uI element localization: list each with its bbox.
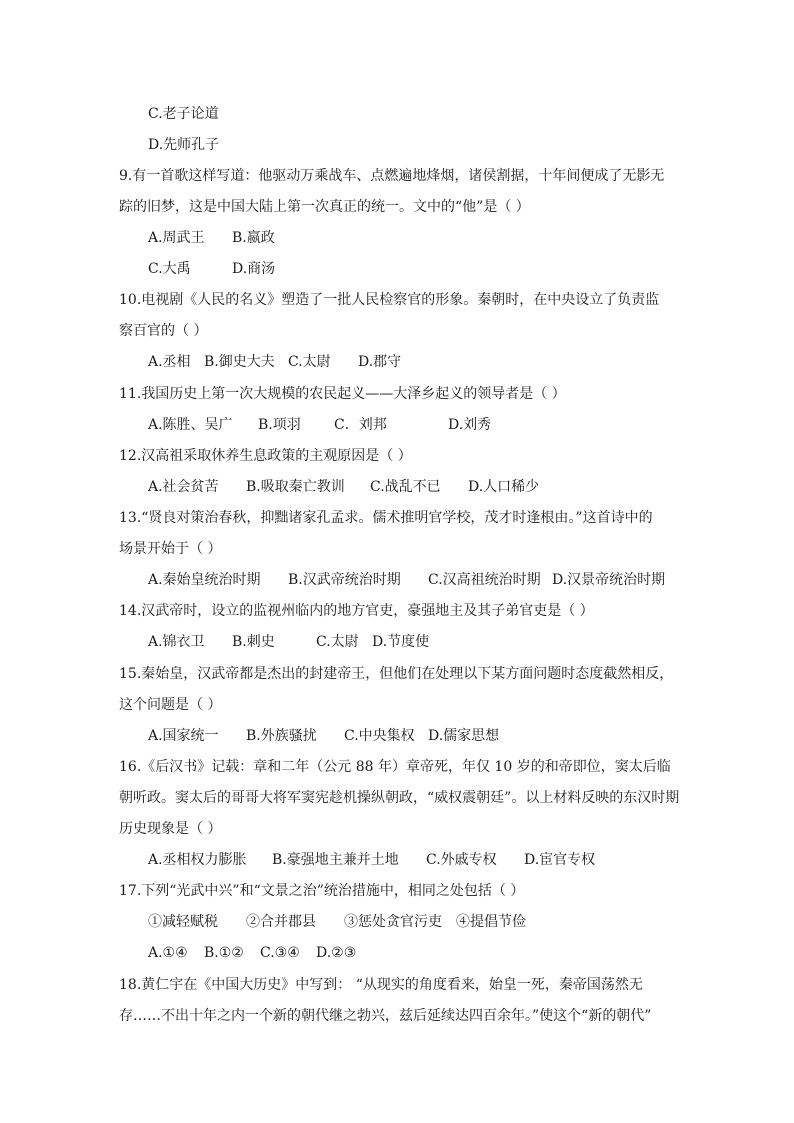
q16-option-a: A.丞相权力膨胀 [148,852,247,868]
q12-stem-line-1: 12.汉高祖采取休养生息政策的主观原因是（ ） [119,448,412,464]
q13-option-c: C.汉高祖统治时期 [428,572,541,588]
q17-stem-line-1: 17.下列“光武中兴”和“文景之治”统治措施中，相同之处包括（ ） [119,883,525,899]
q12-option-d: D.人口稀少 [468,479,540,495]
q17-item-2: ②合并郡县 [246,914,316,930]
q16-stem-line-3: 历史现象是（ ） [119,821,222,837]
q17-option-d: D.②③ [316,945,357,961]
q10-option-a: A.丞相 [148,354,191,370]
q9-option-b: B.嬴政 [232,230,275,246]
q17-item-3: ③惩处贪官污吏 [344,914,442,930]
q16-stem-line-2: 朝听政。窦太后的哥哥大将军窦宪趁机操纵朝政，“威权震朝廷”。以上材料反映的东汉时期 [119,790,680,806]
q17-items-row [148,912,526,932]
q11-option-a: A.陈胜、吴广 [148,417,233,433]
q13-stem-line-1: 13.“贤良对策治春秋，抑黜诸家孔孟求。儒术推明官学校，茂才时逢根由。”这首诗中的 [119,510,653,526]
q15-stem-line-1: 15.秦始皇，汉武帝都是杰出的封建帝王，但他们在处理以下某方面问题时态度截然相反， [119,666,674,682]
q14-option-c: C.太尉 [316,634,359,650]
q9-options-row-2 [148,259,275,279]
q8-option-c: C.老子论道 [148,106,219,122]
q9-stem-line-1: 9.有一首歌这样写道：他驱动万乘战车、点燃遍地烽烟，诸侯割据，十年间便成了无影无 [119,168,665,184]
q18-stem-line-1: 18.黄仁宇在《中国大历史》中写到： “从现实的角度看来，始皇一死，秦帝国荡然无 [119,977,643,993]
q16-options-row [148,850,595,870]
q15-option-c: C.中央集权 [344,728,415,744]
q17-item-4: ④提倡节俭 [456,914,526,930]
q10-option-b: B.御史大夫 [204,354,275,370]
q15-option-b: B.外族骚扰 [246,728,317,744]
q11-option-b: B.项羽 [258,417,301,433]
q18-stem-line-2: 存……不出十年之内一个新的朝代继之勃兴，兹后延续达四百余年。”使这个“新的朝代” [119,1008,652,1024]
q16-stem-line-1: 16.《后汉书》记载：章和二年（公元 88 年）章帝死，年仅 10 岁的和帝即位，窦太后临 [119,759,671,775]
q11-option-d: D.刘秀 [448,417,492,433]
q13-options-row [148,570,665,590]
q17-options-row [148,943,356,963]
q12-options-row [148,477,539,497]
q13-option-d: D.汉景帝统治时期 [552,572,666,588]
q11-option-c: C．刘邦 [334,417,387,433]
q12-option-a: A.社会贫苦 [148,479,219,495]
q17-option-a: A.①④ [148,945,188,961]
q10-option-c: C.太尉 [288,354,331,370]
q16-option-d: D.宦官专权 [524,852,596,868]
q15-option-d: D.儒家思想 [428,728,500,744]
q12-option-c: C.战乱不已 [370,479,441,495]
q17-option-c: C.③④ [260,945,300,961]
q10-option-d: D.郡守 [358,354,402,370]
q15-option-a: A.国家统一 [148,728,219,744]
q13-option-b: B.汉武帝统治时期 [288,572,401,588]
q10-stem-line-2: 察百官的（ ） [119,323,208,339]
q14-option-a: A.锦衣卫 [148,634,205,650]
q9-option-c: C.大禹 [148,261,191,277]
q12-option-b: B.吸取秦亡教训 [246,479,345,495]
q15-stem-line-2: 这个问题是（ ） [119,697,222,713]
q10-options-row [148,352,401,372]
q11-options-row [148,415,491,435]
q9-stem-line-2: 踪的旧梦，这是中国大陆上第一次真正的统一。文中的“他”是（ ） [119,199,530,215]
q14-options-row [148,632,429,652]
q14-stem-line-1: 14.汉武帝时，设立的监视州临内的地方官吏，豪强地主及其子弟官吏是（ ） [119,603,594,619]
q16-option-b: B.豪强地主兼并土地 [272,852,399,868]
q15-options-row [148,726,499,746]
q17-option-b: B.①② [204,945,244,961]
q8-option-d: D.先师孔子 [148,137,220,153]
q10-stem-line-1: 10.电视剧《人民的名义》塑造了一批人民检察官的形象。秦朝时，在中央设立了负责监 [119,292,660,308]
q13-option-a: A.秦始皇统治时期 [148,572,261,588]
q17-item-1: ①减轻赋税 [148,914,218,930]
q9-option-d: D.商汤 [232,261,276,277]
q11-stem-line-1: 11.我国历史上第一次大规模的农民起义——大泽乡起义的领导者是（ ） [119,386,566,402]
q16-option-c: C.外戚专权 [426,852,497,868]
q14-option-d: D.节度使 [372,634,430,650]
q9-options-row-1 [148,228,275,248]
q14-option-b: B.刺史 [232,634,275,650]
q9-option-a: A.周武王 [148,230,205,246]
q13-stem-line-2: 场景开始于（ ） [119,541,222,557]
